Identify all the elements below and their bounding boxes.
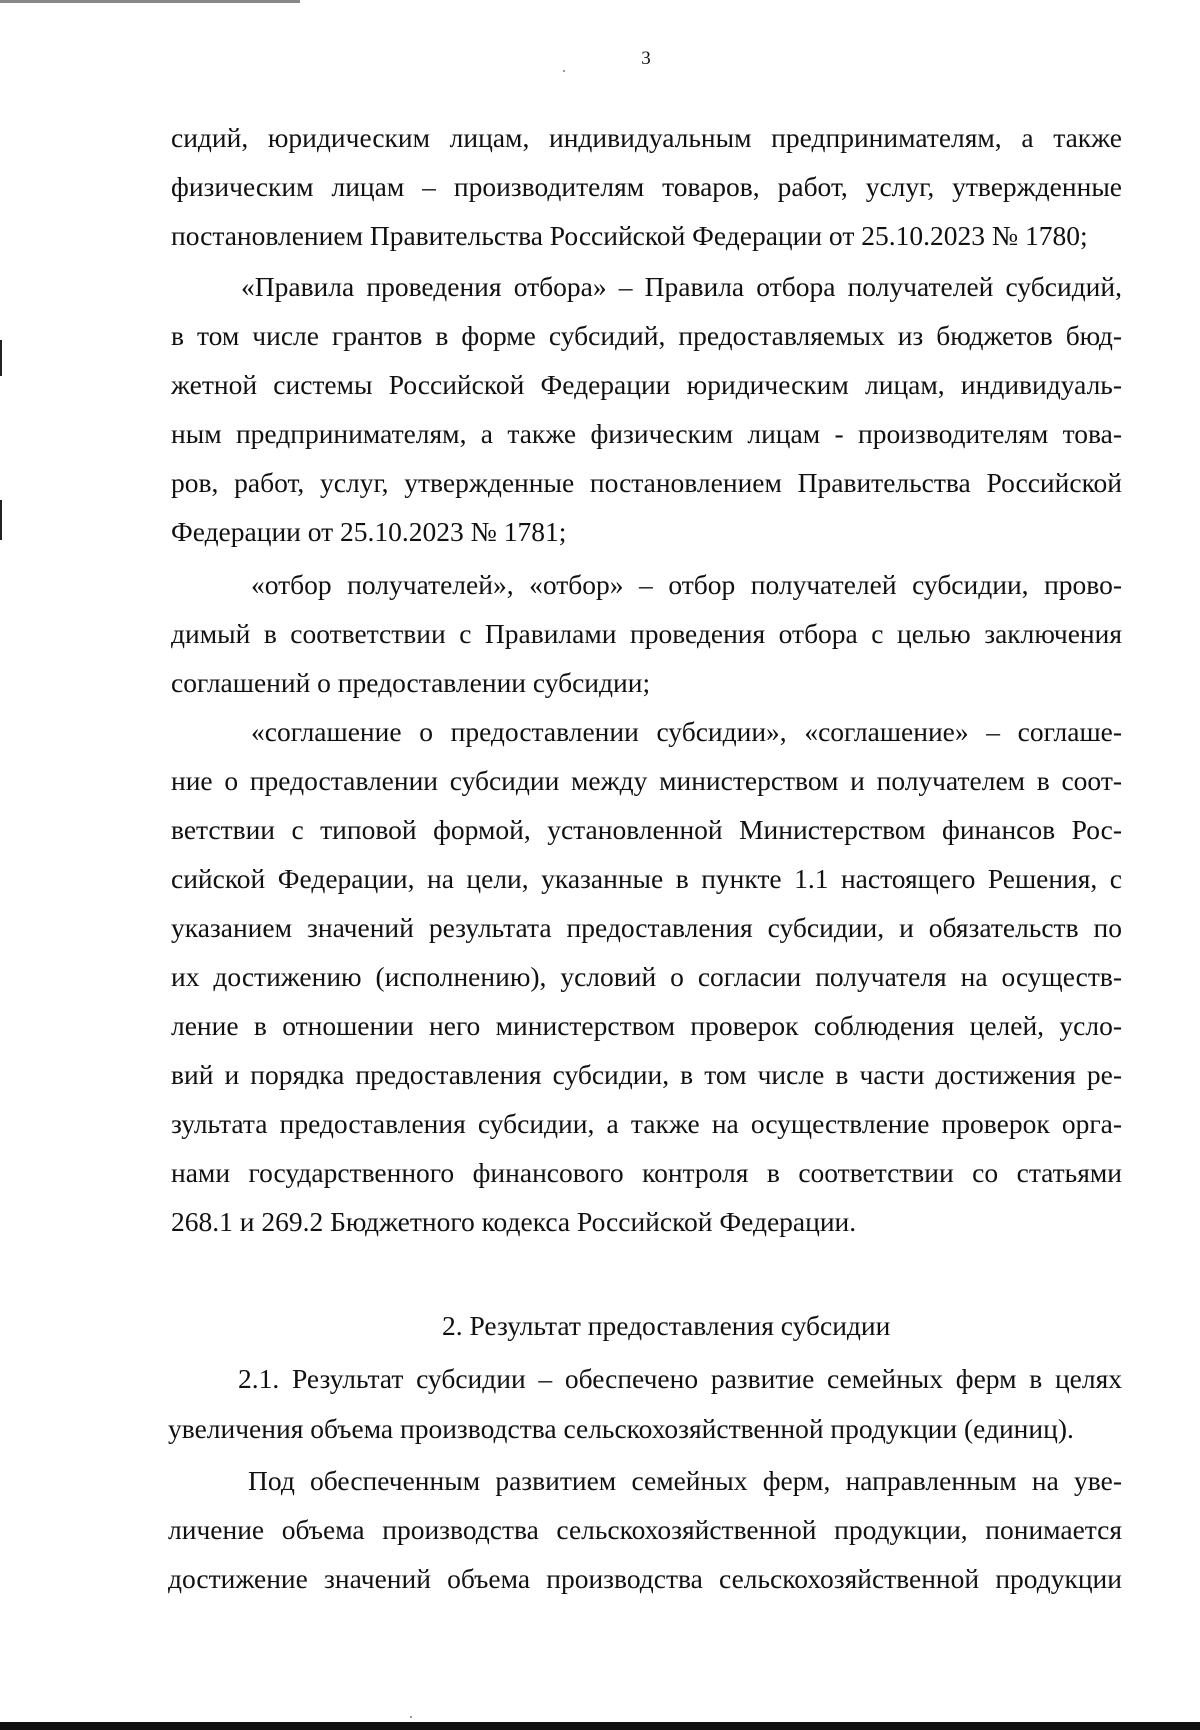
text-line: в том числе грантов в форме субсидий, предоставляемых из бюджетов бюд- — [171, 320, 1122, 351]
text-line: ветствии с типовой формой, установленной Министерством финансов Рос- — [171, 814, 1122, 845]
scan-edge-top — [0, 0, 300, 3]
text-line: ным предпринимателям, а также физическим лицам - производителям това- — [171, 418, 1122, 449]
text-line: ление в отношении него министерством проверок соблюдения целей, усло- — [171, 1010, 1122, 1041]
text-line: сийской Федерации, на цели, указанные в пункте 1.1 настоящего Решения, с — [171, 863, 1122, 894]
text-line: зультата предоставления субсидии, а также на осуществление проверок орга- — [171, 1108, 1122, 1139]
text-line: «Правила проведения отбора» – Правила отбора получателей субсидий, — [241, 271, 1122, 302]
text-line: «отбор получателей», «отбор» – отбор получателей субсидии, прово- — [251, 569, 1122, 600]
section-heading: 2. Результат предоставления субсидии — [442, 1310, 891, 1341]
scan-edge-left — [0, 340, 2, 376]
page-number: 3 — [641, 48, 651, 69]
text-line: Под обеспеченным развитием семейных ферм, направленным на уве- — [248, 1465, 1122, 1496]
text-line: 268.1 и 269.2 Бюджетного кодекса Российской Федерации. — [171, 1206, 857, 1237]
scan-speck — [410, 1716, 412, 1718]
text-line: соглашений о предоставлении субсидии; — [171, 667, 651, 698]
text-line: указанием значений результата предоставления субсидии, и обязательств по — [171, 912, 1122, 943]
text-line: ние о предоставлении субсидии между министерством и получателем в соот- — [171, 765, 1122, 796]
text-line: постановлением Правительства Российской Федерации от 25.10.2023 № 1780; — [171, 220, 1088, 251]
text-line: нами государственного финансового контроля в соответствии со статьями — [171, 1157, 1122, 1188]
text-line: ров, работ, услуг, утвержденные постановлением Правительства Российской — [171, 467, 1122, 498]
scan-edge-bottom — [0, 1722, 1200, 1730]
scan-speck — [563, 70, 565, 72]
text-line: физическим лицам – производителям товаров, работ, услуг, утвержденные — [171, 171, 1122, 202]
text-line: вий и порядка предоставления субсидии, в том числе в части достижения ре- — [171, 1059, 1122, 1090]
text-line: достижение значений объема производства сельскохозяйственной продукции — [168, 1563, 1122, 1594]
scan-edge-left — [0, 500, 2, 540]
text-line: личение объема производства сельскохозяйственной продукции, понимается — [168, 1514, 1122, 1545]
text-line: жетной системы Российской Федерации юридическим лицам, индивидуаль- — [171, 369, 1122, 400]
text-line: 2.1. Результат субсидии – обеспечено развитие семейных ферм в целях — [238, 1363, 1122, 1394]
text-line: Федерации от 25.10.2023 № 1781; — [171, 516, 567, 547]
text-line: увеличения объема производства сельскохозяйственной продукции (единиц). — [168, 1413, 1074, 1444]
text-line: их достижению (исполнению), условий о согласии получателя на осуществ- — [171, 961, 1122, 992]
text-line: сидий, юридическим лицам, индивидуальным предпринимателям, а также — [171, 122, 1122, 153]
text-line: димый в соответствии с Правилами проведения отбора с целью заключения — [171, 618, 1122, 649]
text-line: «соглашение о предоставлении субсидии», «соглашение» – соглаше- — [251, 716, 1122, 747]
